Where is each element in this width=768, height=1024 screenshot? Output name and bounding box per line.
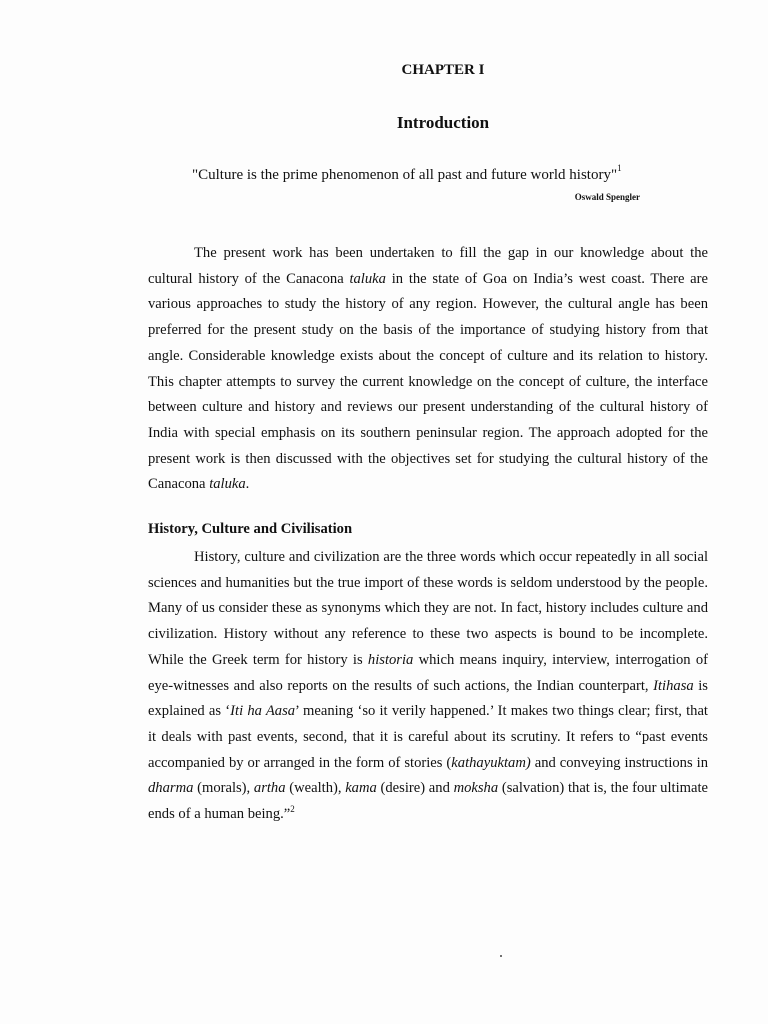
- text-run: and conveying instructions in: [530, 754, 708, 771]
- epigraph-attribution: Oswald Spengler: [574, 192, 640, 202]
- italic-term: kathayuktam): [451, 754, 531, 771]
- text-run: ’ meaning ‘so it verily happened.’ It makes two things clear; first, that it deals with past events, second, that it is careful about its scrutiny. It refers to “past events accompanied by or arranged in the form of stories (: [148, 703, 708, 771]
- footnote-mark-1: 1: [617, 163, 622, 173]
- text-run: is explained as ‘: [148, 677, 708, 720]
- italic-term: taluka: [349, 270, 386, 287]
- text-run: History, culture and civilization are the three words which occur repeatedly in all social sciences and humanities but the true import of these words is seldom understood by the people. Many of us consider these as synonyms which they are not. In fact, history includes culture and civilization. History without any reference to these two aspects is bound to be incomplete. While the Greek term for history is: [148, 549, 708, 668]
- text-run: (morals),: [193, 780, 254, 797]
- text-run: which means inquiry, interview, interrogation of eye-witnesses and also reports on the results of such actions, the Indian counterpart,: [148, 651, 708, 694]
- text-run: The present work has been undertaken to fill the gap in our knowledge about the cultural history of the Canacona: [148, 245, 708, 287]
- footnote-mark-2: 2: [290, 804, 295, 815]
- scan-speck: [500, 955, 502, 957]
- italic-term: artha: [253, 780, 286, 797]
- intro-paragraph: [148, 241, 708, 498]
- section-heading: History, Culture and Civilisation: [148, 521, 353, 537]
- text-run: in the state of Goa on India’s west coast. There are various approaches to study the history of any region. However, the cultural angle has been preferred for the present study on the basis of the importance of studying history from that angle. Considerable knowledge exists about the concept of culture and its relation to history. This chapter attempts to survey the current knowledge on the concept of culture, the interface between culture and history and reviews our present understanding of the cultural history of India with special emphasis on its southern peninsular region. The approach adopted for the present work is then discussed with the objectives set for studying the cultural history of the Canacona: [148, 270, 708, 493]
- text-run: .: [245, 476, 250, 493]
- chapter-label: CHAPTER I: [401, 62, 485, 78]
- epigraph-text: "Culture is the prime phenomenon of all past and future world history": [192, 167, 618, 183]
- italic-term: Itihasa: [653, 677, 694, 694]
- italic-term: Iti ha Aasa: [230, 703, 296, 720]
- italic-term: dharma: [148, 780, 194, 797]
- italic-term: historia: [367, 651, 414, 668]
- text-run: (salvation) that is, the four ultimate ends of a human being.”: [148, 780, 708, 823]
- chapter-title: Introduction: [396, 113, 490, 132]
- epigraph-quote: [192, 165, 622, 184]
- section-paragraph: [148, 545, 708, 828]
- text-run: (wealth),: [285, 780, 346, 797]
- italic-term: kama: [345, 780, 377, 797]
- italic-term: moksha: [453, 780, 499, 797]
- italic-term: taluka: [209, 476, 246, 493]
- text-run: (desire) and: [376, 780, 454, 797]
